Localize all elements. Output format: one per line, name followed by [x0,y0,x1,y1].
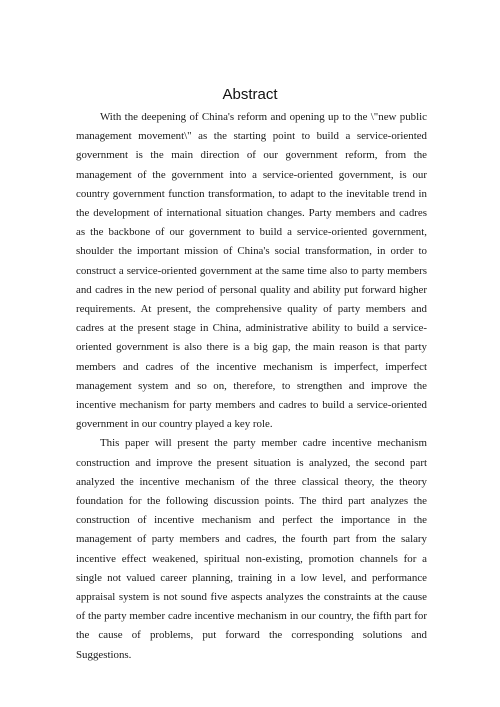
paragraph-1: With the deepening of China's reform and opening up to the \"new public management movement\" as the starting point to build a service-oriented government is the main direction of our government reform, from the management of the government into a service-oriented government, is our country government function transformation, to adapt to the inevitable trend in the development of international situation changes. Party members and cadres as the backbone of our government to build a service-oriented government, shoulder the important mission of China's social transformation, in order to construct a service-oriented government at the same time also to party members and cadres in the new period of personal quality and ability put forward higher requirements. At present, the comprehensive quality of party members and cadres at the present stage in China, administrative ability to build a service-oriented government is also there is a big gap, the main reason is that party members and cadres of the incentive mechanism is imperfect, imperfect management system and so on, therefore, to strengthen and improve the incentive mechanism for party members and cadres to build a service-oriented government in our country played a key role. [76,111,427,431]
paragraph-2: This paper will present the party member cadre incentive mechanism construction and improve the present situation is analyzed, the second part analyzed the incentive mechanism of the three classical theory, the theory foundation for the following discussion points. The third part analyzes the construction of incentive mechanism and perfect the importance in the management of party members and cadres, the fourth part from the salary incentive effect weakened, spiritual non-existing, promotion channels for a single not valued career planning, training in a low level, and performance appraisal system is not sound five aspects analyzes the constraints at the cause of the party member cadre incentive mechanism in our country, the fifth part for the cause of problems, put forward the corresponding solutions and Suggestions. [76,437,427,661]
abstract-body [76,108,427,665]
abstract-title: Abstract [222,86,278,103]
